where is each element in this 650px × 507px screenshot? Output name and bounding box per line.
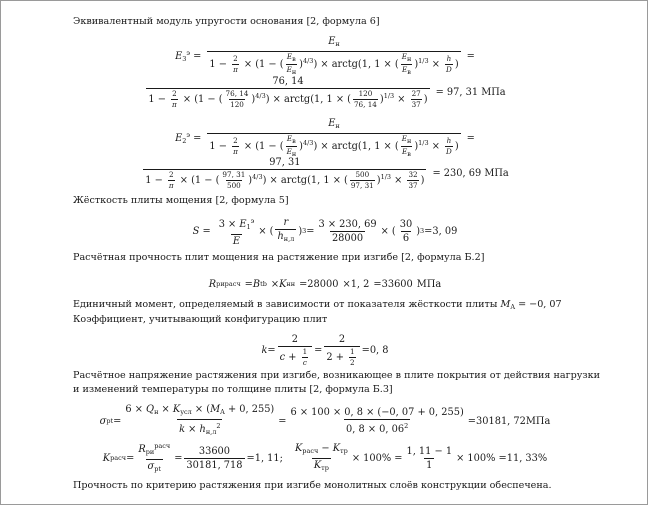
equation-safety-factor: K расч = $\frac{R_{ри}^{расч}}{\sigma_{рt}}$ = $\frac{33600}{30181, 718}$ = 1, 11 ; $\frac{K_{расч} - K_{тр}}{K_{тр}}$ × 100% = $\frac{1, 11 - 1}{1}$ × 100% = 11, 33% bbox=[102, 442, 548, 473]
equation-configuration-k: k = 2 c + $\frac{1}{c}$ = 2 2 + $\frac{1}{2}$ = 0, 8 bbox=[261, 333, 389, 367]
design-strength-result: 33600 bbox=[381, 278, 413, 290]
e3-result: 97, 31 bbox=[446, 86, 479, 98]
tensile-stress-result: 30181, 72 bbox=[476, 415, 526, 427]
design-stress-text-line1: Расчётное напряжение растяжения при изгибе, возникающее в плите покрытия от действия нагрузки bbox=[73, 370, 601, 381]
e2-result: 230, 69 bbox=[443, 167, 482, 179]
equation-stiffness: S = $\frac{3 \times E_1^э}{E}$ × ( $\frac{r}{h_{н,л}}$ ) 3 = $\frac{3 \times 230, 69}{28000}$ × ( $\frac{30}{6}$ ) 3 = 3, 09 bbox=[192, 216, 458, 247]
design-stress-text-line2: и изменений температуры по толщине плиты [2, формула Б.3] bbox=[73, 384, 393, 395]
heading-design-strength: Расчётная прочность плит мощения на растяжение при изгибе [2, формула Б.2] bbox=[73, 252, 485, 263]
equation-e2-general: $E_2^э$ = $E_н$ 1 − $\frac{2}{\pi}$ × (1 − ( $\frac{E_в}{E_н}$ )$^{4/3}$) × arctg(1, 1 × ( $\frac{E_н}{E_в}$ )$^{1/3}$ × $\frac{h}{D}$ ) = bbox=[175, 118, 475, 158]
unit-moment-value: −0, 07 bbox=[529, 299, 562, 310]
margin-percent-result: 11, 33% bbox=[506, 452, 548, 464]
configuration-k-result: 0, 8 bbox=[369, 344, 389, 356]
equation-tensile-stress: σ рt = $\frac{6 \times Q_н \times K_{усл} \times (M_A + 0, 255)}{k \times h_{н,л}^2}$ = $\frac{6 \times 100 \times 0, 8 \times (-0, 07 + 0, 255)}{0, 8 \times 0, 06^2}$ = 30181, 72 МПа bbox=[99, 404, 551, 436]
heading-plate-stiffness: Жёсткость плиты мощения [2, формула 5] bbox=[73, 195, 289, 206]
unit-moment-text: Единичный момент, определяемый в зависимости от показателя жёсткости плиты $M_A = -0$, 07 bbox=[73, 299, 562, 311]
plate-configuration-text: Коэффициент, учитывающий конфигурацию плит bbox=[73, 314, 328, 325]
equation-e2-numeric: 97, 31 1 − $\frac{2}{\pi}$ × (1 − ( $\frac{97, 31}{500}$ )$^{4/3}$) × arctg(1, 1 × ( $\frac{500}{97, 31}$ )$^{1/3}$ × $\frac{32}{37}$ ) = 230, 69 МПа bbox=[145, 156, 509, 190]
equation-e3-general: $E_3^э$ = $E_н$ 1 − $\frac{2}{\pi}$ × (1 − ( $\frac{E_в}{E_н}$ )$^{4/3}$) × arctg(1, 1 × ( $\frac{E_н}{E_в}$ )$^{1/3}$ × $\frac{h}{D}$ ) = bbox=[175, 36, 475, 76]
equation-e3-numeric: 76, 14 1 − $\frac{2}{\pi}$ × (1 − ( $\frac{76, 14}{120}$ )$^{4/3}$) × arctg(1, 1 × ( $\frac{120}{76, 14}$ )$^{1/3}$ × $\frac{27}{37}$ ) = 97, 31 МПа bbox=[148, 75, 506, 109]
conclusion-text: Прочность по критерию растяжения при изгибе монолитных слоёв конструкции обеспечена. bbox=[73, 480, 552, 491]
equation-design-strength: R ри расч = B tb × K нн = 28000 × 1, 2 = 33600 МПа bbox=[208, 278, 442, 290]
safety-factor-result: 1, 11 bbox=[254, 452, 280, 464]
heading-equivalent-modulus: Эквивалентный модуль упругости основания [2, формула 6] bbox=[73, 16, 380, 27]
stiffness-result: 3, 09 bbox=[432, 225, 458, 237]
